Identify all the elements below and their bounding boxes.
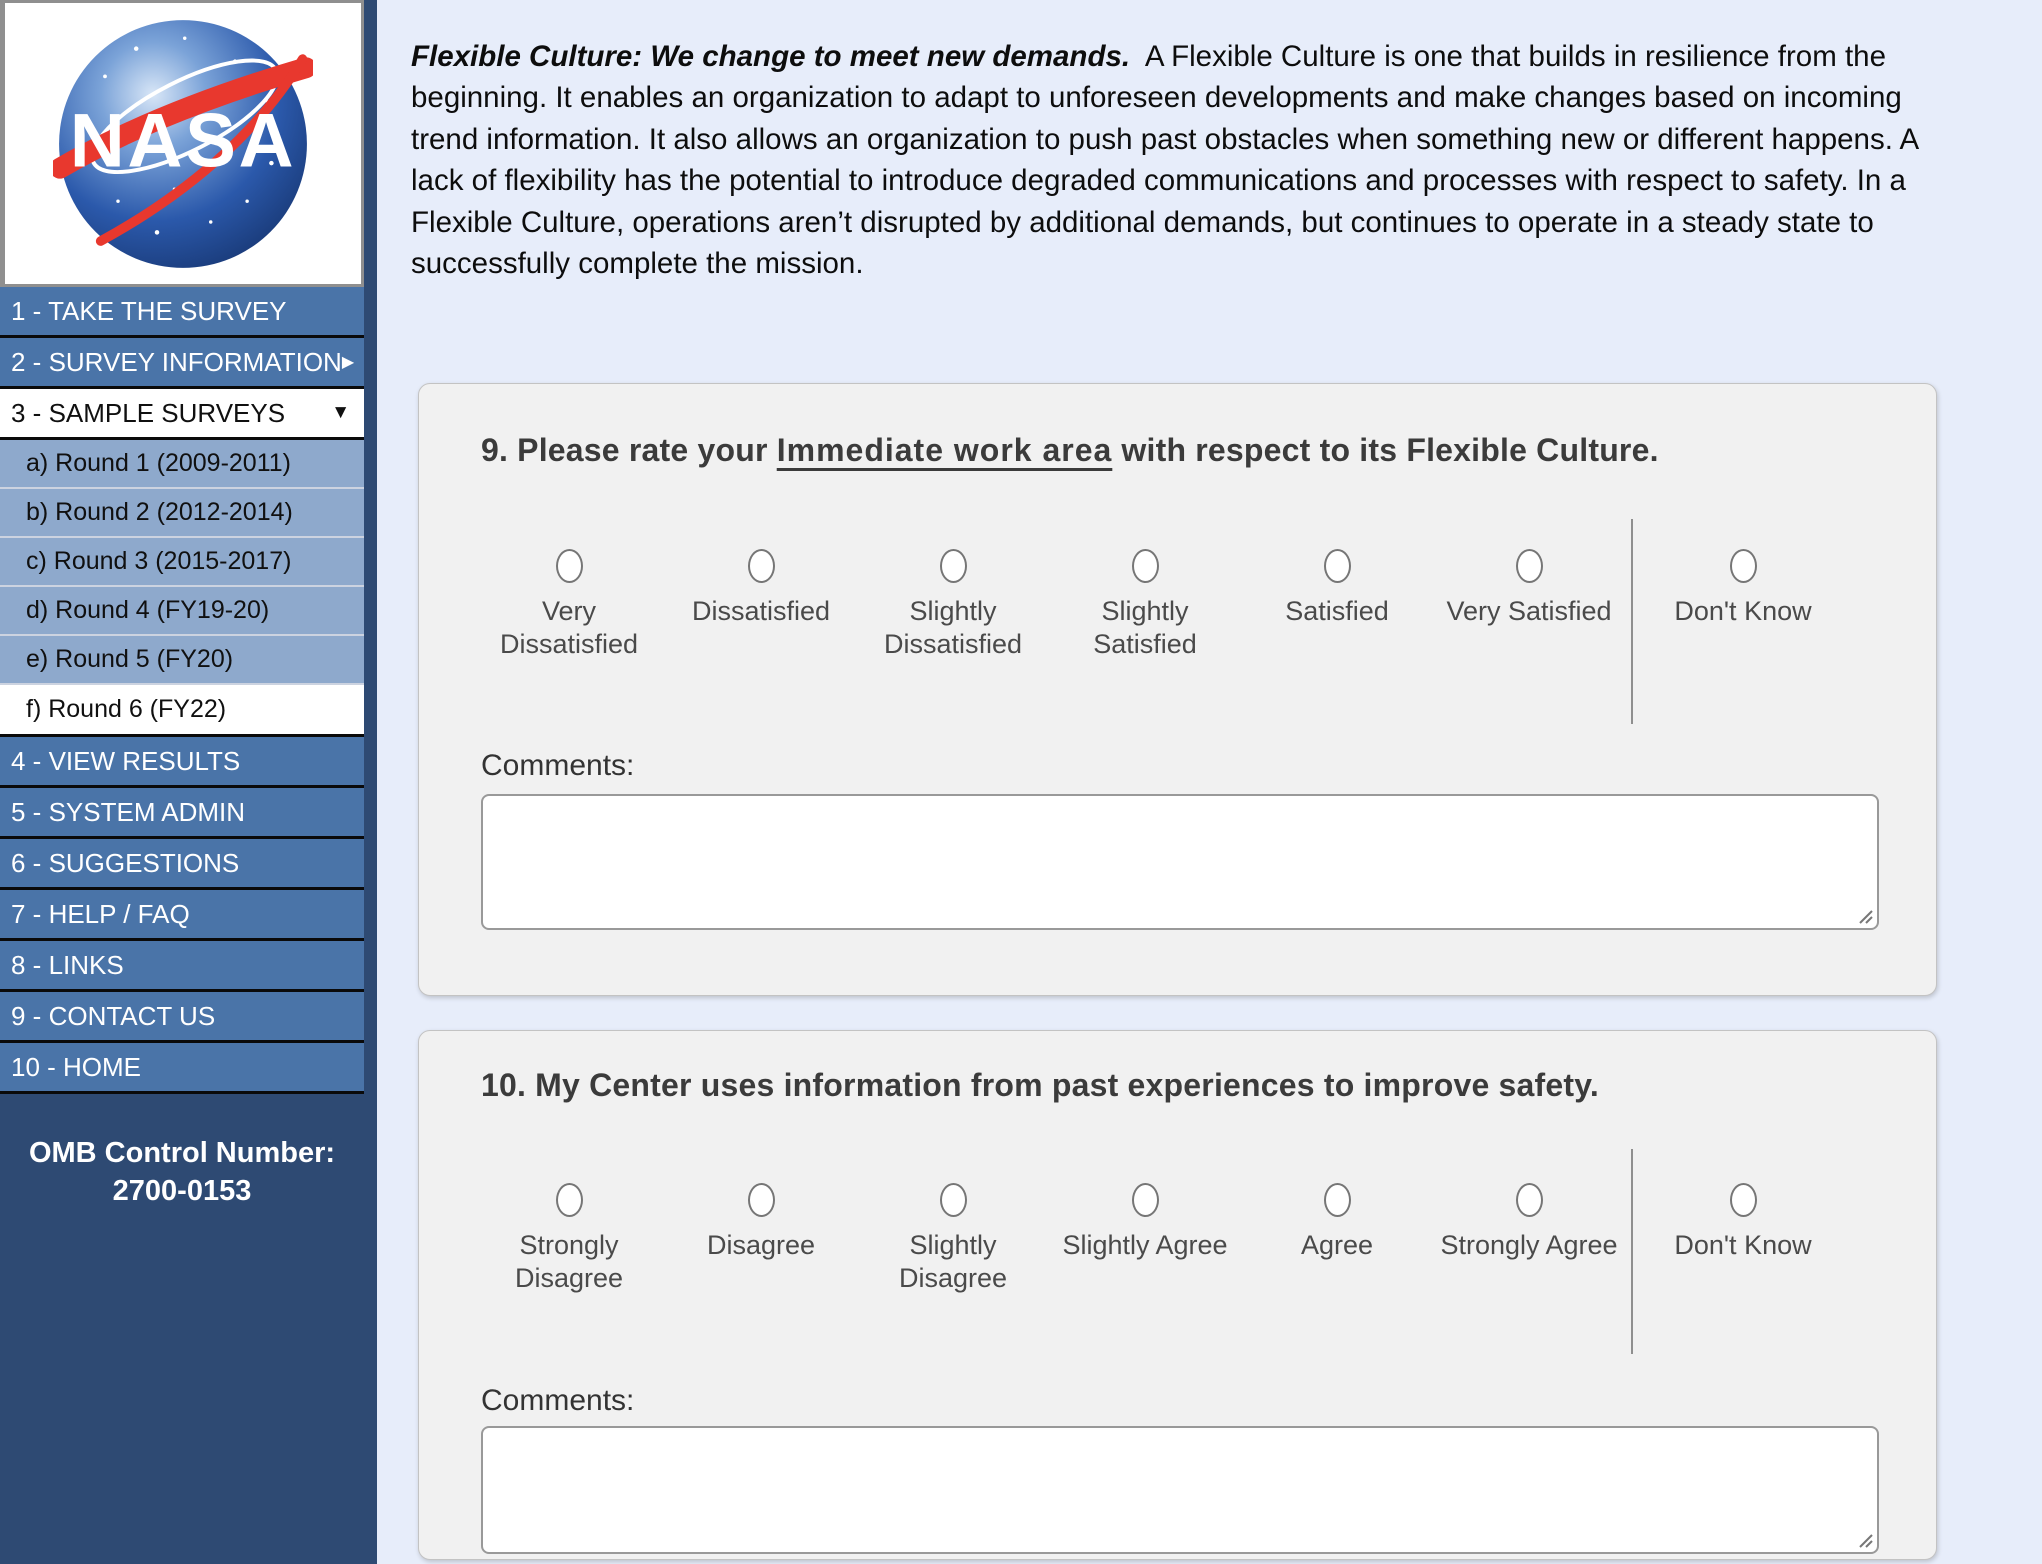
q9-radio-slightly-dissatisfied[interactable]	[940, 549, 967, 583]
option-label: Slightly Satisfied	[1093, 596, 1197, 659]
q10-option-slightly-disagree	[857, 1183, 1049, 1295]
sidebar-item-system-admin[interactable]: 5 - SYSTEM ADMIN	[0, 788, 364, 839]
q9-comments-textarea[interactable]	[481, 794, 1879, 930]
q9-radio-very-satisfied[interactable]	[1516, 549, 1543, 583]
question-9-emphasis: Immediate work area	[776, 432, 1113, 468]
q9-radio-dissatisfied[interactable]	[748, 549, 775, 583]
q10-option-strongly-disagree	[473, 1183, 665, 1295]
dont-know-divider	[1631, 519, 1633, 724]
sidebar-item-take-the-survey[interactable]: 1 - TAKE THE SURVEY	[0, 287, 364, 338]
nasa-logo-icon	[53, 11, 313, 277]
q10-option-strongly-agree	[1433, 1183, 1625, 1262]
question-9-heading: 9. Please rate your Immediate work area with respect to its Flexible Culture.	[481, 432, 1659, 468]
sidebar-subitem-round-2[interactable]: b) Round 2 (2012-2014)	[0, 489, 364, 538]
question-10-heading: 10. My Center uses information from past experiences to improve safety.	[481, 1067, 1599, 1103]
chevron-down-icon: ▼	[331, 402, 350, 423]
q9-option-very-satisfied	[1433, 549, 1625, 628]
option-label: Very Satisfied	[1446, 596, 1612, 626]
svg-text:NASA: NASA	[69, 98, 297, 184]
sidebar-item-contact-us[interactable]: 9 - CONTACT US	[0, 992, 364, 1043]
omb-control-number	[0, 1094, 364, 1210]
q10-option-dont-know	[1647, 1183, 1839, 1262]
q10-comments-textarea[interactable]	[481, 1426, 1879, 1554]
q9-option-very-dissatisfied	[473, 549, 665, 661]
option-label: Satisfied	[1285, 596, 1389, 626]
dont-know-divider	[1631, 1149, 1633, 1354]
sidebar-subitem-round-3[interactable]: c) Round 3 (2015-2017)	[0, 538, 364, 587]
q10-radio-strongly-agree[interactable]	[1516, 1183, 1543, 1217]
omb-number: 2700-0153	[112, 1175, 252, 1207]
q10-option-slightly-agree	[1049, 1183, 1241, 1262]
omb-label: OMB Control Number:	[28, 1137, 336, 1169]
q9-radio-dont-know[interactable]	[1730, 549, 1757, 583]
option-label: Dissatisfied	[691, 596, 831, 626]
option-label: Strongly Disagree	[514, 1230, 624, 1293]
question-9-panel	[418, 383, 1937, 996]
option-label: Slightly Dissatisfied	[883, 596, 1023, 659]
q9-comments-box	[481, 794, 1879, 930]
sidebar-item-survey-information[interactable]	[0, 338, 364, 389]
q9-option-dissatisfied	[665, 549, 857, 628]
question-10-panel	[418, 1030, 1937, 1560]
q10-radio-agree[interactable]	[1324, 1183, 1351, 1217]
q9-option-slightly-dissatisfied	[857, 549, 1049, 661]
sidebar-item-home[interactable]: 10 - HOME	[0, 1043, 364, 1094]
q9-radio-satisfied[interactable]	[1324, 549, 1351, 583]
flexible-culture-body: A Flexible Culture is one that builds in resilience from the beginning. It enables an organization to adapt to unforeseen developments and make changes based on incoming trend information. It also allows an organization to push past obstacles when something new or different happens. A lack of flexibility has the potential to introduce degraded communications and processes with respect to safety. In a Flexible Culture, operations aren’t disrupted by additional demands, but continues to operate in a steady state to successfully complete the mission.	[411, 39, 1918, 280]
sidebar-subitem-round-5[interactable]: e) Round 5 (FY20)	[0, 636, 364, 685]
q9-radio-very-dissatisfied[interactable]	[556, 549, 583, 583]
option-label: Agree	[1300, 1230, 1374, 1260]
flexible-culture-description	[411, 36, 1939, 285]
sidebar-item-label: 3 - SAMPLE SURVEYS	[11, 397, 286, 428]
sidebar-item-links[interactable]: 8 - LINKS	[0, 941, 364, 992]
sidebar-item-view-results[interactable]: 4 - VIEW RESULTS	[0, 737, 364, 788]
sidebar-subitem-round-1[interactable]: a) Round 1 (2009-2011)	[0, 440, 364, 489]
flexible-culture-lead: Flexible Culture: We change to meet new demands.	[411, 39, 1131, 73]
q10-radio-slightly-disagree[interactable]	[940, 1183, 967, 1217]
q10-radio-dont-know[interactable]	[1730, 1183, 1757, 1217]
option-label: Very Dissatisfied	[499, 596, 639, 659]
q9-option-dont-know	[1647, 549, 1839, 628]
option-label: Don't Know	[1674, 1230, 1812, 1260]
q10-comments-label: Comments:	[481, 1384, 635, 1417]
option-label: Strongly Agree	[1440, 1230, 1618, 1260]
q10-option-agree	[1241, 1183, 1433, 1262]
sidebar-item-suggestions[interactable]: 6 - SUGGESTIONS	[0, 839, 364, 890]
sidebar-subitem-round-4[interactable]: d) Round 4 (FY19-20)	[0, 587, 364, 636]
q10-radio-slightly-agree[interactable]	[1132, 1183, 1159, 1217]
sidebar-item-help-faq[interactable]: 7 - HELP / FAQ	[0, 890, 364, 941]
sidebar-nav	[0, 287, 364, 1094]
option-label: Slightly Disagree	[898, 1230, 1008, 1293]
q10-radio-strongly-disagree[interactable]	[556, 1183, 583, 1217]
option-label: Slightly Agree	[1062, 1230, 1228, 1260]
option-label: Disagree	[706, 1230, 816, 1260]
sidebar-subitem-round-6-active[interactable]: f) Round 6 (FY22)	[0, 685, 364, 737]
q10-comments-box	[481, 1426, 1879, 1554]
chevron-right-icon: ▶	[341, 354, 355, 371]
q9-option-satisfied	[1241, 549, 1433, 628]
sidebar-item-sample-surveys[interactable]	[0, 389, 364, 440]
q10-option-disagree	[665, 1183, 857, 1262]
q9-option-slightly-satisfied	[1049, 549, 1241, 661]
nasa-logo-link[interactable]	[0, 0, 364, 287]
q9-radio-slightly-satisfied[interactable]	[1132, 549, 1159, 583]
sidebar-item-label: 2 - SURVEY INFORMATION	[11, 346, 342, 377]
option-label: Don't Know	[1674, 596, 1812, 626]
q10-radio-disagree[interactable]	[748, 1183, 775, 1217]
sidebar	[0, 0, 377, 1564]
q9-comments-label: Comments:	[481, 749, 635, 782]
